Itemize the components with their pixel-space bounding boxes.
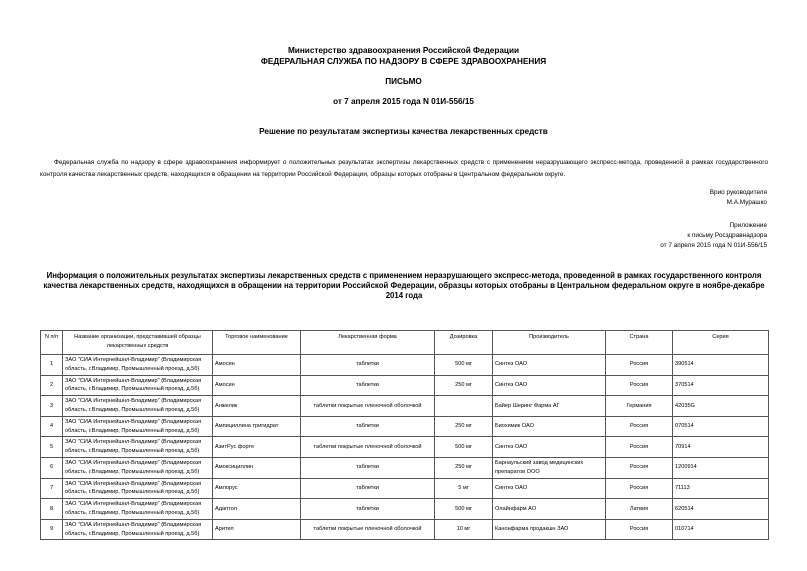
appendix-label: Приложение xyxy=(729,222,767,229)
table-row xyxy=(41,396,769,417)
cell-number: 7 xyxy=(41,478,63,499)
cell-organization: ЗАО "СИА Интернейшнл-Владимир" (Владимирская область, г.Владимир, Промышленный проезд, д.5б) xyxy=(63,478,213,499)
header-series: Серия xyxy=(673,331,769,355)
signature-position: Врио руководителя xyxy=(709,189,767,196)
cell-organization: ЗАО "СИА Интернейшнл-Владимир" (Владимирская область, г.Владимир, Промышленный проезд, д.5б) xyxy=(63,396,213,417)
table-row xyxy=(41,416,769,437)
appendix-date: от 7 апреля 2015 года N 01И-556/15 xyxy=(660,242,767,249)
cell-manufacturer: Канонфарма продакшн ЗАО xyxy=(493,519,606,540)
cell-dosage: 250 мг xyxy=(435,457,493,478)
cell-manufacturer: Синтез ОАО xyxy=(493,478,606,499)
cell-number: 6 xyxy=(41,457,63,478)
cell-number: 9 xyxy=(41,519,63,540)
header-dosage: Дозировка xyxy=(435,331,493,355)
cell-manufacturer: Биохимик ОАО xyxy=(493,416,606,437)
cell-trade-name: Адаптол xyxy=(213,499,301,520)
table-row xyxy=(41,457,769,478)
cell-dosage: 5 мг xyxy=(435,478,493,499)
header-organization: Название организации, представившей образцы лекарственных средств xyxy=(63,331,213,355)
cell-series: 70914 xyxy=(673,437,769,458)
cell-trade-name: Амосин xyxy=(213,355,301,376)
ministry-title: Министерство здравоохранения Российской Федерации xyxy=(287,46,520,55)
cell-dosage-form: таблетки xyxy=(301,499,435,520)
cell-dosage: 250 мг xyxy=(435,416,493,437)
header-dosage-form: Лекарственная форма xyxy=(301,331,435,355)
cell-dosage-form: таблетки xyxy=(301,355,435,376)
cell-series: 71113 xyxy=(673,478,769,499)
table-row xyxy=(41,375,769,396)
table-row xyxy=(41,355,769,376)
body-paragraph: Федеральная служба по надзору в сфере здравоохранения информирует о положительных результатах экспертизы лекарственных средств с применением неразрушающего экспресс-метода, проведенной в рамках государственного контроля качества лекарственных средств, находящихся в обращении на территории Российской Федерации, образцы которых отобраны в Центральном федеральном округе. xyxy=(40,159,768,178)
cell-dosage: 250 мг xyxy=(435,375,493,396)
signature-name: М.А.Мурашко xyxy=(726,199,767,206)
cell-organization: ЗАО "СИА Интернейшнл-Владимир" (Владимирская область, г.Владимир, Промышленный проезд, д.5б) xyxy=(63,499,213,520)
cell-dosage-form: таблетки покрытые пленочной оболочкой xyxy=(301,519,435,540)
cell-trade-name: Амлорус xyxy=(213,478,301,499)
cell-dosage-form: таблетки xyxy=(301,478,435,499)
cell-country: Россия xyxy=(606,478,673,499)
cell-country: Россия xyxy=(606,457,673,478)
cell-manufacturer: Синтез ОАО xyxy=(493,437,606,458)
cell-dosage-form: таблетки покрытые пленочной оболочкой xyxy=(301,396,435,417)
document-type: ПИСЬМО xyxy=(385,77,422,86)
cell-country: Германия xyxy=(606,396,673,417)
cell-trade-name: Арител xyxy=(213,519,301,540)
cell-series: 070514 xyxy=(673,416,769,437)
header-manufacturer: Производитель xyxy=(493,331,606,355)
appendix-reference: к письму Росздравнадзора xyxy=(687,232,767,239)
cell-country: Россия xyxy=(606,416,673,437)
cell-country: Россия xyxy=(606,519,673,540)
info-title: Информация о положительных результатах экспертизы лекарственных средств с применением неразрушающего экспресс-метода, проведенной в рамках государственного контроля качества лекарственных средств, находящихся в обращении на территории Российской Федерации, образцы которых отобраны в Центральном федеральном округе в ноябре-декабре 2014 года xyxy=(43,271,765,300)
cell-organization: ЗАО "СИА Интернейшнл-Владимир" (Владимирская область, г.Владимир, Промышленный проезд, д.5б) xyxy=(63,519,213,540)
cell-dosage-form: таблетки покрытые пленочной оболочкой xyxy=(301,437,435,458)
cell-number: 5 xyxy=(41,437,63,458)
cell-country: Россия xyxy=(606,437,673,458)
table-row xyxy=(41,499,769,520)
cell-manufacturer: Синтез ОАО xyxy=(493,355,606,376)
cell-country: Россия xyxy=(606,375,673,396)
cell-organization: ЗАО "СИА Интернейшнл-Владимир" (Владимирская область, г.Владимир, Промышленный проезд, д.5б) xyxy=(63,355,213,376)
cell-dosage-form: таблетки xyxy=(301,457,435,478)
cell-trade-name: Анжелик xyxy=(213,396,301,417)
cell-dosage xyxy=(435,396,493,417)
cell-manufacturer: Олайнфарм АО xyxy=(493,499,606,520)
cell-trade-name: Амосин xyxy=(213,375,301,396)
service-title: ФЕДЕРАЛЬНАЯ СЛУЖБА ПО НАДЗОРУ В СФЕРЕ ЗДРАВООХРАНЕНИЯ xyxy=(260,57,547,66)
cell-series: 010714 xyxy=(673,519,769,540)
table-header-row xyxy=(41,331,769,355)
cell-country: Россия xyxy=(606,355,673,376)
header-country: Страна xyxy=(606,331,673,355)
cell-manufacturer: Синтез ОАО xyxy=(493,375,606,396)
header-number: N п/п xyxy=(41,331,63,355)
cell-dosage: 500 мг xyxy=(435,499,493,520)
cell-series: 390514 xyxy=(673,355,769,376)
cell-dosage: 10 мг xyxy=(435,519,493,540)
cell-trade-name: Ампициллина тригидрат xyxy=(213,416,301,437)
table-row xyxy=(41,519,769,540)
cell-dosage: 500 мг xyxy=(435,355,493,376)
cell-dosage-form: таблетки xyxy=(301,416,435,437)
cell-trade-name: Амоксициллин xyxy=(213,457,301,478)
cell-series: 620514 xyxy=(673,499,769,520)
cell-manufacturer: Барнаульский завод медицинских препаратов ООО xyxy=(493,457,606,478)
cell-number: 8 xyxy=(41,499,63,520)
cell-trade-name: АзитРус форте xyxy=(213,437,301,458)
document-date: от 7 апреля 2015 года N 01И-556/15 xyxy=(333,97,474,106)
document-subject: Решение по результатам экспертизы качества лекарственных средств xyxy=(259,127,548,136)
cell-number: 1 xyxy=(41,355,63,376)
cell-manufacturer: Байер Шеринг Фарма АГ xyxy=(493,396,606,417)
table-row xyxy=(41,437,769,458)
cell-organization: ЗАО "СИА Интернейшнл-Владимир" (Владимирская область, г.Владимир, Промышленный проезд, д.5б) xyxy=(63,457,213,478)
cell-dosage: 500 мг xyxy=(435,437,493,458)
cell-organization: ЗАО "СИА Интернейшнл-Владимир" (Владимирская область, г.Владимир, Промышленный проезд, д.5б) xyxy=(63,437,213,458)
results-table xyxy=(40,330,769,540)
header-trade-name: Торговое наименование xyxy=(213,331,301,355)
cell-organization: ЗАО "СИА Интернейшнл-Владимир" (Владимирская область, г.Владимир, Промышленный проезд, д.5б) xyxy=(63,375,213,396)
cell-organization: ЗАО "СИА Интернейшнл-Владимир" (Владимирская область, г.Владимир, Промышленный проезд, д.5б) xyxy=(63,416,213,437)
cell-number: 4 xyxy=(41,416,63,437)
cell-number: 2 xyxy=(41,375,63,396)
cell-dosage-form: таблетки xyxy=(301,375,435,396)
cell-number: 3 xyxy=(41,396,63,417)
cell-series: 42035G xyxy=(673,396,769,417)
cell-country: Латвия xyxy=(606,499,673,520)
cell-series: 1200914 xyxy=(673,457,769,478)
cell-series: 370514 xyxy=(673,375,769,396)
table-row xyxy=(41,478,769,499)
